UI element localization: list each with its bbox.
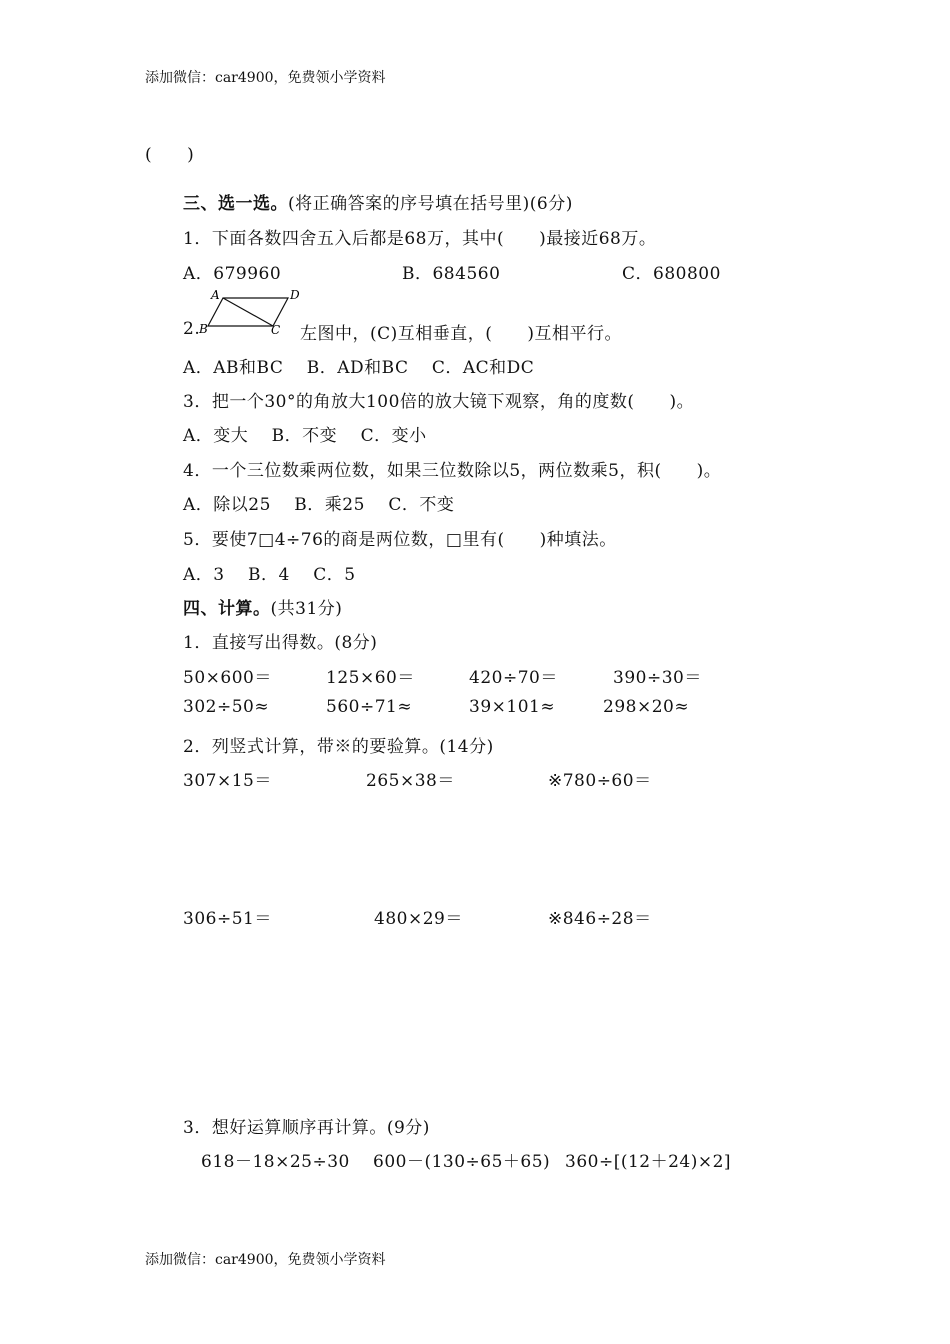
label-b: B bbox=[199, 322, 208, 336]
section3-note: (将正确答案的序号填在括号里)(6分) bbox=[288, 194, 573, 214]
p1-r1-c2: 125×60＝ bbox=[326, 668, 415, 688]
section4-heading bbox=[183, 594, 342, 619]
q1-option-b: B．684560 bbox=[402, 264, 501, 284]
p1-r2-c4: 298×20≈ bbox=[603, 697, 690, 717]
section4-note: (共31分) bbox=[270, 599, 343, 619]
parallelogram-figure bbox=[198, 286, 308, 338]
p1-title: 1．直接写出得数。(8分) bbox=[183, 633, 378, 653]
label-d: D bbox=[290, 288, 300, 302]
section3-heading bbox=[183, 189, 573, 214]
page-footer: 添加微信：car4900，免费领小学资料 bbox=[145, 1252, 386, 1268]
q5-options: A．3 B．4 C．5 bbox=[183, 565, 356, 585]
p3-item-2: 600－(130÷65＋65) bbox=[373, 1152, 551, 1172]
section3-title: 三、选一选。 bbox=[183, 194, 288, 214]
p1-r2-c1: 302÷50≈ bbox=[183, 697, 270, 717]
p2-r1-c3: ※780÷60＝ bbox=[548, 771, 652, 791]
q1-text: 1．下面各数四舍五入后都是68万，其中( )最接近68万。 bbox=[183, 229, 657, 249]
p2-title: 2．列竖式计算，带※的要验算。(14分) bbox=[183, 737, 494, 757]
p1-r2-c2: 560÷71≈ bbox=[326, 697, 413, 717]
q3-options: A．变大 B．不变 C．变小 bbox=[183, 426, 427, 446]
page-header: 添加微信：car4900，免费领小学资料 bbox=[145, 70, 386, 86]
q2-number: 2. bbox=[183, 319, 201, 339]
p2-r2-c3: ※846÷28＝ bbox=[548, 909, 652, 929]
p1-r2-c3: 39×101≈ bbox=[469, 697, 556, 717]
q1-option-a: A．679960 bbox=[183, 264, 282, 284]
q1-option-c: C．680800 bbox=[622, 264, 721, 284]
p1-r1-c1: 50×600＝ bbox=[183, 668, 272, 688]
label-c: C bbox=[271, 323, 281, 337]
section4-title: 四、计算。 bbox=[183, 599, 271, 619]
q4-text: 4．一个三位数乘两位数，如果三位数除以5，两位数乘5，积( )。 bbox=[183, 461, 722, 481]
p3-item-3: 360÷[(12＋24)×2] bbox=[565, 1152, 732, 1172]
q2-text: 左图中，(C)互相垂直，( )互相平行。 bbox=[300, 324, 623, 344]
p2-r2-c1: 306÷51＝ bbox=[183, 909, 272, 929]
q4-options: A．除以25 B．乘25 C．不变 bbox=[183, 495, 455, 515]
q3-text: 3．把一个30°的角放大100倍的放大镜下观察，角的度数( )。 bbox=[183, 392, 695, 412]
q2-options: A．AB和BC B．AD和BC C．AC和DC bbox=[183, 358, 535, 378]
p2-r2-c2: 480×29＝ bbox=[374, 909, 463, 929]
p1-r1-c4: 390÷30＝ bbox=[613, 668, 702, 688]
p3-item-1: 618－18×25÷30 bbox=[201, 1152, 350, 1172]
label-a: A bbox=[211, 288, 220, 302]
p2-r1-c2: 265×38＝ bbox=[366, 771, 455, 791]
p1-r1-c3: 420÷70＝ bbox=[469, 668, 558, 688]
q5-text: 5．要使7□4÷76的商是两位数，□里有( )种填法。 bbox=[183, 530, 617, 550]
p2-r1-c1: 307×15＝ bbox=[183, 771, 272, 791]
p3-title: 3．想好运算顺序再计算。(9分) bbox=[183, 1118, 430, 1138]
top-answer-paren: ( ) bbox=[145, 145, 195, 165]
